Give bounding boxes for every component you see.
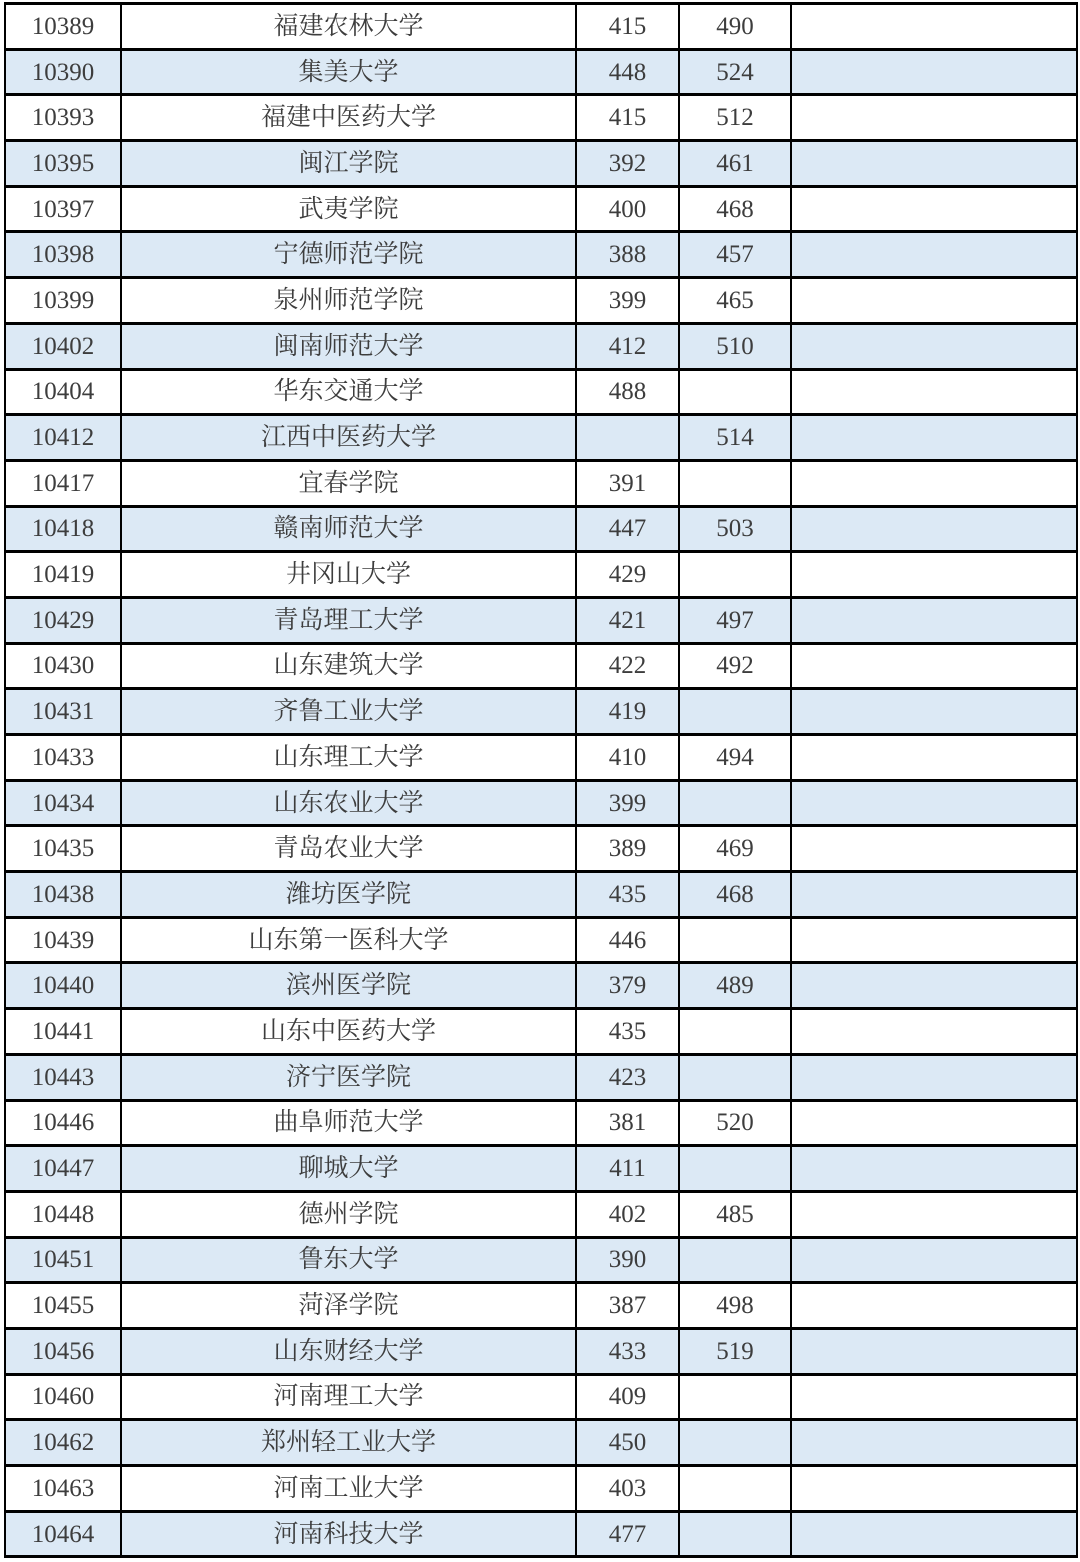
- college-code-cell: 10402: [5, 323, 121, 369]
- score-2-cell: 492: [679, 643, 791, 689]
- college-code-cell: 10439: [5, 917, 121, 963]
- score-1-cell: 390: [576, 1237, 679, 1283]
- blank-cell: [791, 232, 1077, 278]
- score-1-cell: [576, 415, 679, 461]
- college-code-cell: 10404: [5, 369, 121, 415]
- table-row: [5, 689, 1077, 735]
- score-2-cell: [679, 917, 791, 963]
- table-row: [5, 1511, 1077, 1557]
- college-name-cell: 宜春学院: [121, 460, 576, 506]
- score-2-cell: [679, 780, 791, 826]
- college-name-cell: 曲阜师范大学: [121, 1100, 576, 1146]
- score-1-cell: 389: [576, 826, 679, 872]
- score-1-cell: 388: [576, 232, 679, 278]
- college-name-cell: 青岛农业大学: [121, 826, 576, 872]
- table-row: [5, 1146, 1077, 1192]
- college-name-cell: 河南理工大学: [121, 1374, 576, 1420]
- college-name-cell: 泉州师范学院: [121, 278, 576, 324]
- score-1-cell: 433: [576, 1328, 679, 1374]
- blank-cell: [791, 1374, 1077, 1420]
- college-name-cell: 菏泽学院: [121, 1283, 576, 1329]
- table-row: [5, 1054, 1077, 1100]
- score-1-cell: 477: [576, 1511, 679, 1557]
- table-row: [5, 1328, 1077, 1374]
- blank-cell: [791, 1420, 1077, 1466]
- college-name-cell: 宁德师范学院: [121, 232, 576, 278]
- college-name-cell: 德州学院: [121, 1191, 576, 1237]
- blank-cell: [791, 780, 1077, 826]
- college-code-cell: 10433: [5, 735, 121, 781]
- college-code-cell: 10434: [5, 780, 121, 826]
- table-row: [5, 1374, 1077, 1420]
- college-name-cell: 闽南师范大学: [121, 323, 576, 369]
- blank-cell: [791, 735, 1077, 781]
- table-row: [5, 506, 1077, 552]
- blank-cell: [791, 1009, 1077, 1055]
- score-2-cell: 468: [679, 186, 791, 232]
- table-row: [5, 1009, 1077, 1055]
- score-2-cell: 514: [679, 415, 791, 461]
- college-code-cell: 10397: [5, 186, 121, 232]
- college-code-cell: 10390: [5, 49, 121, 95]
- college-code-cell: 10435: [5, 826, 121, 872]
- score-2-cell: [679, 1054, 791, 1100]
- score-1-cell: 411: [576, 1146, 679, 1192]
- score-2-cell: [679, 689, 791, 735]
- college-name-cell: 井冈山大学: [121, 552, 576, 598]
- admissions-score-table: [4, 2, 1078, 1558]
- blank-cell: [791, 1146, 1077, 1192]
- college-name-cell: 福建中医药大学: [121, 95, 576, 141]
- score-2-cell: 489: [679, 963, 791, 1009]
- table-row: [5, 826, 1077, 872]
- score-2-cell: 510: [679, 323, 791, 369]
- score-1-cell: 399: [576, 278, 679, 324]
- score-2-cell: 512: [679, 95, 791, 141]
- college-code-cell: 10448: [5, 1191, 121, 1237]
- score-2-cell: [679, 460, 791, 506]
- blank-cell: [791, 95, 1077, 141]
- college-code-cell: 10463: [5, 1466, 121, 1512]
- table-row: [5, 369, 1077, 415]
- blank-cell: [791, 917, 1077, 963]
- score-1-cell: 410: [576, 735, 679, 781]
- college-name-cell: 山东第一医科大学: [121, 917, 576, 963]
- table-row: [5, 735, 1077, 781]
- college-name-cell: 山东农业大学: [121, 780, 576, 826]
- blank-cell: [791, 963, 1077, 1009]
- blank-cell: [791, 1511, 1077, 1557]
- college-name-cell: 河南科技大学: [121, 1511, 576, 1557]
- score-2-cell: [679, 1237, 791, 1283]
- table-row: [5, 963, 1077, 1009]
- blank-cell: [791, 4, 1077, 50]
- score-2-cell: 485: [679, 1191, 791, 1237]
- blank-cell: [791, 552, 1077, 598]
- score-2-cell: 457: [679, 232, 791, 278]
- blank-cell: [791, 1283, 1077, 1329]
- score-1-cell: 448: [576, 49, 679, 95]
- table-row: [5, 1420, 1077, 1466]
- table-row: [5, 917, 1077, 963]
- table-row: [5, 49, 1077, 95]
- college-name-cell: 潍坊医学院: [121, 872, 576, 918]
- college-code-cell: 10418: [5, 506, 121, 552]
- score-1-cell: 446: [576, 917, 679, 963]
- score-2-cell: [679, 552, 791, 598]
- college-code-cell: 10430: [5, 643, 121, 689]
- college-name-cell: 滨州医学院: [121, 963, 576, 1009]
- table-row: [5, 323, 1077, 369]
- score-1-cell: 435: [576, 872, 679, 918]
- score-2-cell: 465: [679, 278, 791, 324]
- blank-cell: [791, 1191, 1077, 1237]
- college-name-cell: 江西中医药大学: [121, 415, 576, 461]
- score-2-cell: 468: [679, 872, 791, 918]
- score-table-body: [5, 4, 1077, 1557]
- blank-cell: [791, 323, 1077, 369]
- blank-cell: [791, 278, 1077, 324]
- score-1-cell: 399: [576, 780, 679, 826]
- college-code-cell: 10395: [5, 141, 121, 187]
- college-code-cell: 10389: [5, 4, 121, 50]
- table-row: [5, 95, 1077, 141]
- blank-cell: [791, 689, 1077, 735]
- college-code-cell: 10438: [5, 872, 121, 918]
- table-row: [5, 4, 1077, 50]
- table-row: [5, 1100, 1077, 1146]
- table-row: [5, 780, 1077, 826]
- score-1-cell: 419: [576, 689, 679, 735]
- score-2-cell: 497: [679, 597, 791, 643]
- table-row: [5, 232, 1077, 278]
- blank-cell: [791, 49, 1077, 95]
- score-1-cell: 415: [576, 95, 679, 141]
- college-code-cell: 10456: [5, 1328, 121, 1374]
- college-code-cell: 10443: [5, 1054, 121, 1100]
- score-1-cell: 422: [576, 643, 679, 689]
- table-row: [5, 643, 1077, 689]
- score-2-cell: 461: [679, 141, 791, 187]
- college-code-cell: 10455: [5, 1283, 121, 1329]
- score-2-cell: [679, 1374, 791, 1420]
- table-row: [5, 597, 1077, 643]
- college-code-cell: 10417: [5, 460, 121, 506]
- college-name-cell: 闽江学院: [121, 141, 576, 187]
- college-name-cell: 山东中医药大学: [121, 1009, 576, 1055]
- score-1-cell: 409: [576, 1374, 679, 1420]
- score-2-cell: 524: [679, 49, 791, 95]
- blank-cell: [791, 415, 1077, 461]
- college-code-cell: 10447: [5, 1146, 121, 1192]
- table-row: [5, 1237, 1077, 1283]
- score-1-cell: 415: [576, 4, 679, 50]
- score-2-cell: 469: [679, 826, 791, 872]
- score-1-cell: 391: [576, 460, 679, 506]
- score-2-cell: 503: [679, 506, 791, 552]
- college-name-cell: 赣南师范大学: [121, 506, 576, 552]
- table-row: [5, 460, 1077, 506]
- college-code-cell: 10441: [5, 1009, 121, 1055]
- college-code-cell: 10451: [5, 1237, 121, 1283]
- college-name-cell: 河南工业大学: [121, 1466, 576, 1512]
- college-code-cell: 10398: [5, 232, 121, 278]
- table-row: [5, 415, 1077, 461]
- college-name-cell: 济宁医学院: [121, 1054, 576, 1100]
- college-name-cell: 山东建筑大学: [121, 643, 576, 689]
- college-name-cell: 山东理工大学: [121, 735, 576, 781]
- score-1-cell: 423: [576, 1054, 679, 1100]
- table-row: [5, 1191, 1077, 1237]
- score-2-cell: 490: [679, 4, 791, 50]
- college-name-cell: 青岛理工大学: [121, 597, 576, 643]
- score-2-cell: 498: [679, 1283, 791, 1329]
- score-1-cell: 387: [576, 1283, 679, 1329]
- college-code-cell: 10431: [5, 689, 121, 735]
- score-1-cell: 429: [576, 552, 679, 598]
- table-row: [5, 1466, 1077, 1512]
- blank-cell: [791, 1237, 1077, 1283]
- score-2-cell: [679, 1466, 791, 1512]
- college-name-cell: 鲁东大学: [121, 1237, 576, 1283]
- college-name-cell: 华东交通大学: [121, 369, 576, 415]
- table-row: [5, 872, 1077, 918]
- college-code-cell: 10460: [5, 1374, 121, 1420]
- blank-cell: [791, 597, 1077, 643]
- blank-cell: [791, 1328, 1077, 1374]
- score-1-cell: 379: [576, 963, 679, 1009]
- college-name-cell: 山东财经大学: [121, 1328, 576, 1374]
- blank-cell: [791, 826, 1077, 872]
- score-2-cell: 520: [679, 1100, 791, 1146]
- score-1-cell: 435: [576, 1009, 679, 1055]
- college-code-cell: 10462: [5, 1420, 121, 1466]
- table-row: [5, 186, 1077, 232]
- blank-cell: [791, 369, 1077, 415]
- college-code-cell: 10399: [5, 278, 121, 324]
- blank-cell: [791, 872, 1077, 918]
- blank-cell: [791, 460, 1077, 506]
- college-name-cell: 郑州轻工业大学: [121, 1420, 576, 1466]
- score-2-cell: [679, 1009, 791, 1055]
- college-code-cell: 10429: [5, 597, 121, 643]
- college-code-cell: 10393: [5, 95, 121, 141]
- score-1-cell: 412: [576, 323, 679, 369]
- score-1-cell: 447: [576, 506, 679, 552]
- college-name-cell: 齐鲁工业大学: [121, 689, 576, 735]
- score-1-cell: 488: [576, 369, 679, 415]
- blank-cell: [791, 506, 1077, 552]
- score-2-cell: [679, 369, 791, 415]
- score-2-cell: 519: [679, 1328, 791, 1374]
- college-name-cell: 武夷学院: [121, 186, 576, 232]
- college-name-cell: 福建农林大学: [121, 4, 576, 50]
- score-2-cell: [679, 1420, 791, 1466]
- college-name-cell: 聊城大学: [121, 1146, 576, 1192]
- score-1-cell: 403: [576, 1466, 679, 1512]
- table-row: [5, 1283, 1077, 1329]
- blank-cell: [791, 1466, 1077, 1512]
- college-code-cell: 10440: [5, 963, 121, 1009]
- score-1-cell: 381: [576, 1100, 679, 1146]
- blank-cell: [791, 1054, 1077, 1100]
- college-code-cell: 10412: [5, 415, 121, 461]
- blank-cell: [791, 643, 1077, 689]
- score-1-cell: 450: [576, 1420, 679, 1466]
- score-2-cell: [679, 1511, 791, 1557]
- score-2-cell: 494: [679, 735, 791, 781]
- score-1-cell: 392: [576, 141, 679, 187]
- score-1-cell: 400: [576, 186, 679, 232]
- college-code-cell: 10419: [5, 552, 121, 598]
- table-row: [5, 278, 1077, 324]
- college-name-cell: 集美大学: [121, 49, 576, 95]
- score-1-cell: 421: [576, 597, 679, 643]
- score-1-cell: 402: [576, 1191, 679, 1237]
- college-code-cell: 10446: [5, 1100, 121, 1146]
- table-row: [5, 552, 1077, 598]
- blank-cell: [791, 186, 1077, 232]
- blank-cell: [791, 1100, 1077, 1146]
- score-2-cell: [679, 1146, 791, 1192]
- table-row: [5, 141, 1077, 187]
- college-code-cell: 10464: [5, 1511, 121, 1557]
- blank-cell: [791, 141, 1077, 187]
